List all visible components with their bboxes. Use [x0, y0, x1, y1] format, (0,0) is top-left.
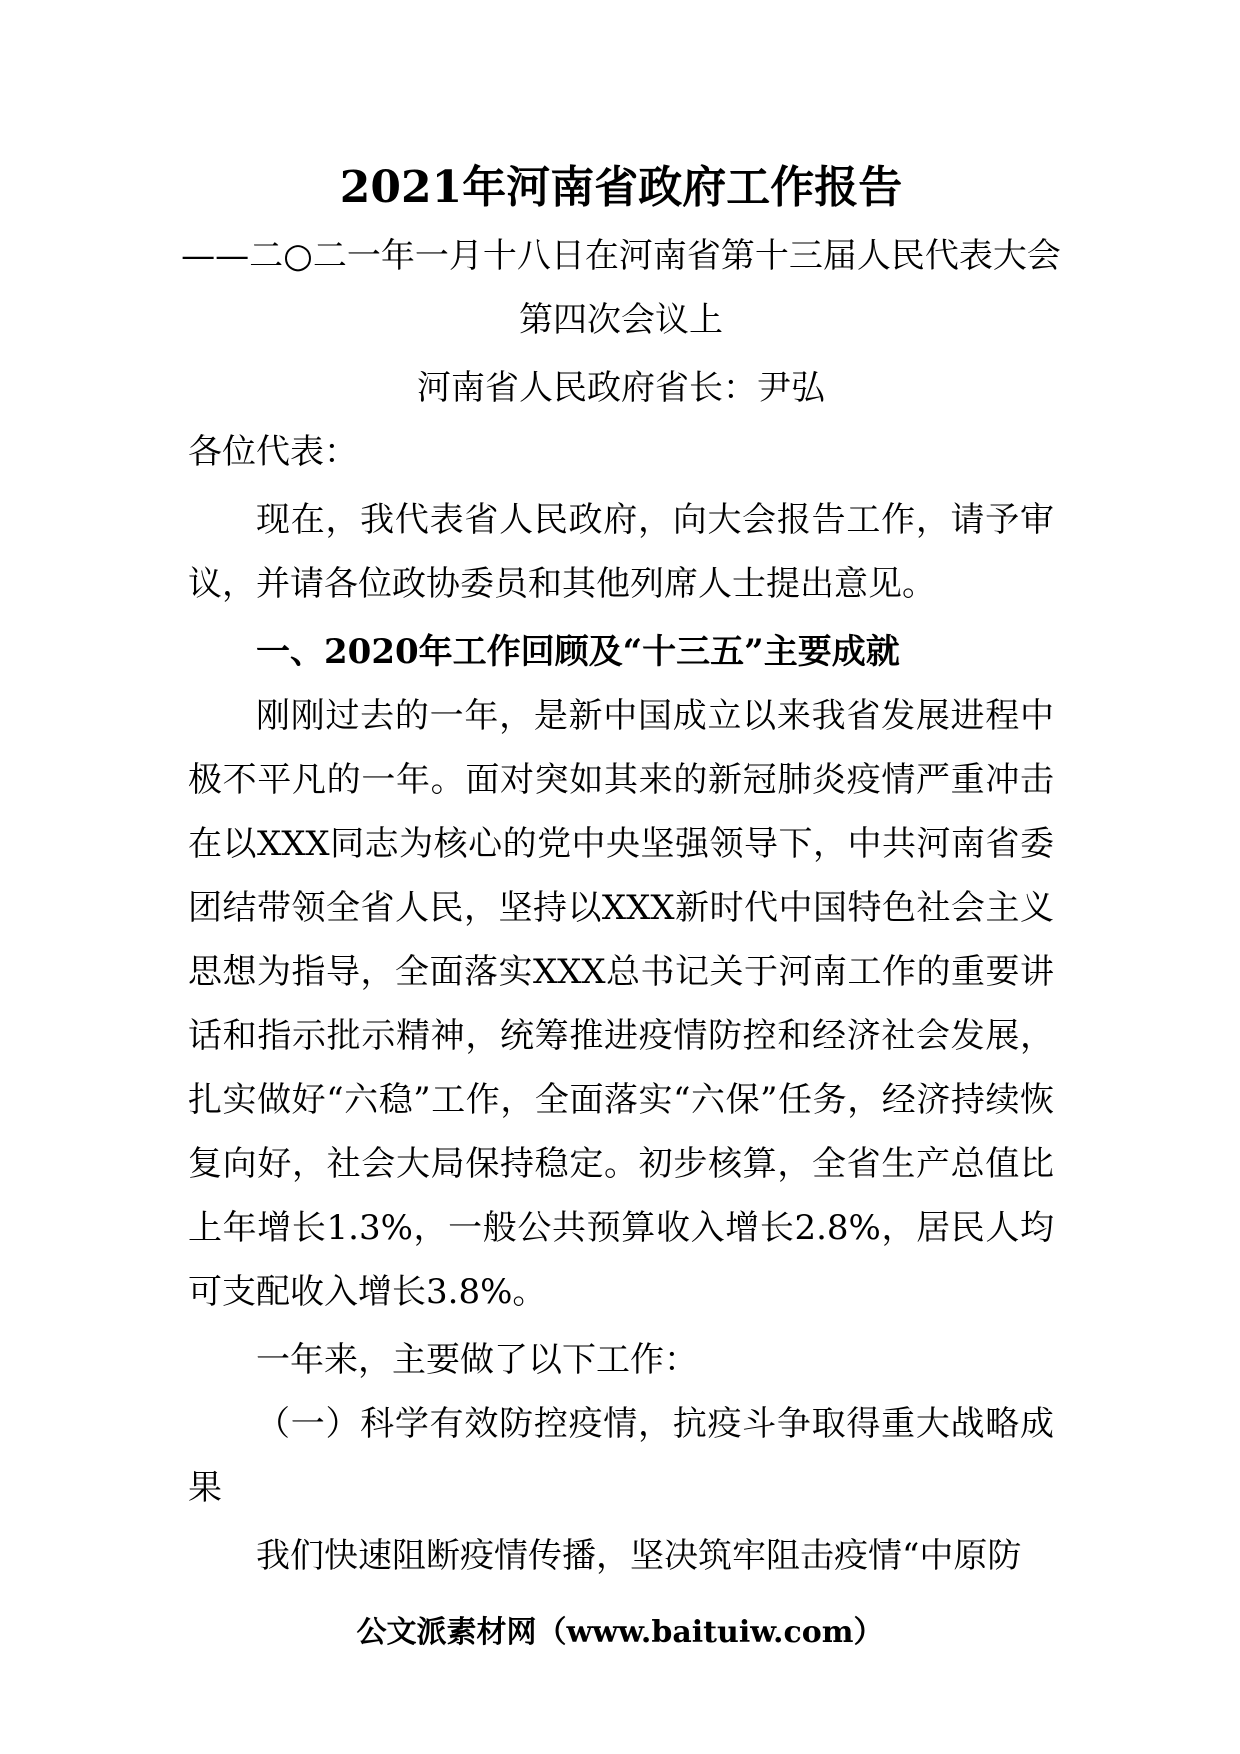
section-heading: 一、2020年工作回顾及“十三五”主要成就	[256, 632, 900, 672]
document-author: 河南省人民政府省长：尹弘	[417, 368, 825, 408]
salutation: 各位代表：	[188, 432, 358, 472]
subsection-heading: （一）科学有效防控疫情，抗疫斗争取得重大战略成果	[188, 1404, 1054, 1508]
body-paragraph: 我们快速阻断疫情传播，坚决筑牢阻击疫情“中原防	[256, 1536, 1022, 1576]
body-paragraph: 现在，我代表省人民政府，向大会报告工作，请予审议，并请各位政协委员和其他列席人士提出意见。	[188, 500, 1054, 604]
body-paragraph: 刚刚过去的一年，是新中国成立以来我省发展进程中极不平凡的一年。面对突如其来的新冠肺炎疫情严重冲击在以XXX同志为核心的党中央坚强领导下，中共河南省委团结带领全省人民，坚持以XXX新时代中国特色社会主义思想为指导，全面落实XXX总书记关于河南工作的重要讲话和指示批示精神，统筹推进疫情防控和经济社会发展，扎实做好“六稳”工作，全面落实“六保”任务，经济持续恢复向好，社会大局保持稳定。初步核算，全省生产总值比上年增长1.3%，一般公共预算收入增长2.8%，居民人均可支配收入增长3.8%。	[188, 696, 1054, 1312]
document-title: 2021年河南省政府工作报告	[339, 162, 903, 213]
page-footer: 公文派素材网（www.baituiw.com）	[356, 1615, 884, 1650]
document-body	[188, 420, 1054, 1588]
body-paragraph: 一年来，主要做了以下工作：	[256, 1340, 698, 1380]
subtitle-line-1: ——二○二一年一月十八日在河南省第十三届人民代表大会	[181, 236, 1061, 276]
document-subtitle	[168, 224, 1074, 352]
subtitle-line-2: 第四次会议上	[519, 300, 723, 340]
